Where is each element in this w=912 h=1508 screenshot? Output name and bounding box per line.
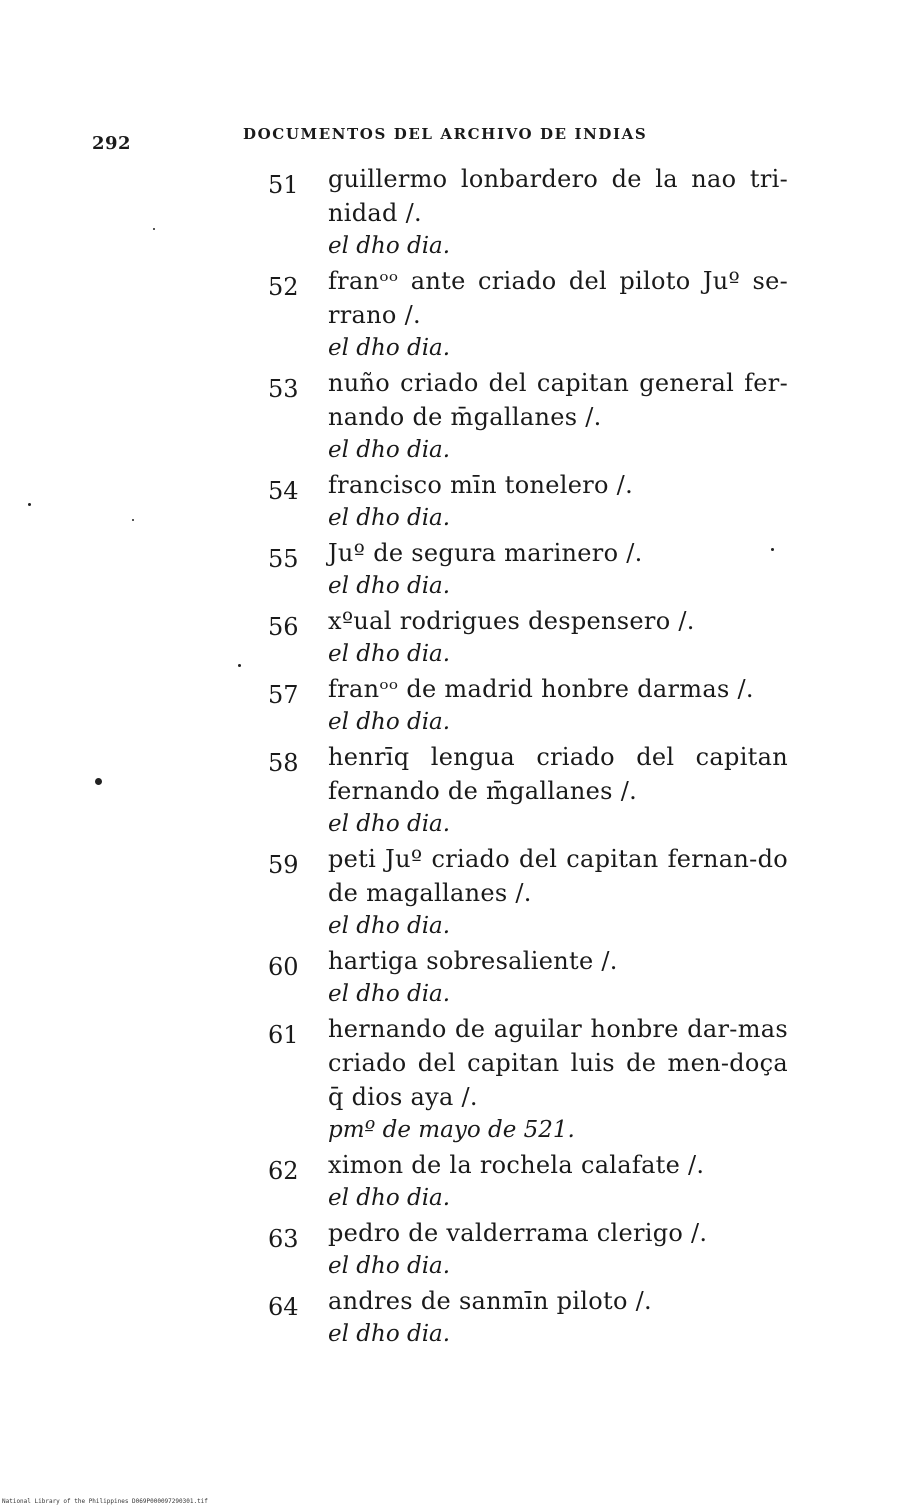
scan-speck xyxy=(95,778,102,785)
list-item xyxy=(268,944,788,1012)
entry-text: hernando de aguilar honbre dar-mas criado del capitan luis de men-doça q̄ dios aya /. xyxy=(328,1015,788,1111)
entry-number: 60 xyxy=(268,953,299,981)
entry-number: 64 xyxy=(268,1293,299,1321)
scan-speck xyxy=(132,519,134,521)
scan-speck xyxy=(238,664,241,667)
entry-number: 63 xyxy=(268,1225,299,1253)
entry-text: xºual rodrigues despensero /. xyxy=(328,607,695,635)
entry-date: el dho dia. xyxy=(328,335,451,361)
list-item xyxy=(268,1148,788,1216)
entry-number: 53 xyxy=(268,375,299,403)
entry-number: 54 xyxy=(268,477,299,505)
list-item xyxy=(268,1284,788,1352)
entry-number: 59 xyxy=(268,851,299,879)
entry-number: 52 xyxy=(268,273,299,301)
entry-date: el dho dia. xyxy=(328,573,451,599)
list-item xyxy=(268,1012,788,1148)
entry-number: 55 xyxy=(268,545,299,573)
list-item xyxy=(268,162,788,264)
scan-footer: National Library of the Philippines D069P000097290301.tif xyxy=(2,1498,208,1505)
entry-number: 56 xyxy=(268,613,299,641)
list-item xyxy=(268,842,788,944)
page-number: 292 xyxy=(92,133,132,154)
entry-text: hartiga sobresaliente /. xyxy=(328,947,618,975)
entry-date: el dho dia. xyxy=(328,1321,451,1347)
running-title: DOCUMENTOS DEL ARCHIVO DE INDIAS xyxy=(243,125,648,143)
list-item xyxy=(268,672,788,740)
entry-date: el dho dia. xyxy=(328,1253,451,1279)
entry-text: franᵒᵒ ante criado del piloto Juº se-rrano /. xyxy=(328,267,788,329)
entry-date: el dho dia. xyxy=(328,233,451,259)
list-item xyxy=(268,366,788,468)
entry-text: andres de sanmīn piloto /. xyxy=(328,1287,652,1315)
entry-date: el dho dia. xyxy=(328,437,451,463)
entry-date: el dho dia. xyxy=(328,641,451,667)
entry-date: el dho dia. xyxy=(328,709,451,735)
entry-number: 61 xyxy=(268,1021,299,1049)
list-item xyxy=(268,604,788,672)
entry-date: pmº de mayo de 521. xyxy=(328,1117,575,1143)
entry-date: el dho dia. xyxy=(328,811,451,837)
entry-text: franᵒᵒ de madrid honbre darmas /. xyxy=(328,675,754,703)
entry-date: el dho dia. xyxy=(328,505,451,531)
entry-text: pedro de valderrama clerigo /. xyxy=(328,1219,708,1247)
entry-date: el dho dia. xyxy=(328,981,451,1007)
entry-date: el dho dia. xyxy=(328,1185,451,1211)
entry-text: guillermo lonbardero de la nao tri-nidad /. xyxy=(328,165,788,227)
entry-date: el dho dia. xyxy=(328,913,451,939)
entry-number: 62 xyxy=(268,1157,299,1185)
entry-list xyxy=(268,162,788,1352)
list-item xyxy=(268,264,788,366)
entry-text: nuño criado del capitan general fer-nando de m̄gallanes /. xyxy=(328,369,788,431)
entry-text: francisco mīn tonelero /. xyxy=(328,471,633,499)
list-item xyxy=(268,536,788,604)
scan-speck xyxy=(153,228,155,230)
entry-number: 58 xyxy=(268,749,299,777)
scan-speck xyxy=(28,503,31,506)
entry-number: 57 xyxy=(268,681,299,709)
list-item xyxy=(268,468,788,536)
scan-speck xyxy=(771,548,774,551)
list-item xyxy=(268,740,788,842)
entry-text: henrīq lengua criado del capitan fernando de m̄gallanes /. xyxy=(328,743,788,805)
entry-text: ximon de la rochela calafate /. xyxy=(328,1151,705,1179)
list-item xyxy=(268,1216,788,1284)
entry-number: 51 xyxy=(268,171,299,199)
entry-text: peti Juº criado del capitan fernan-do de magallanes /. xyxy=(328,845,788,907)
entry-text: Juº de segura marinero /. xyxy=(328,539,643,567)
